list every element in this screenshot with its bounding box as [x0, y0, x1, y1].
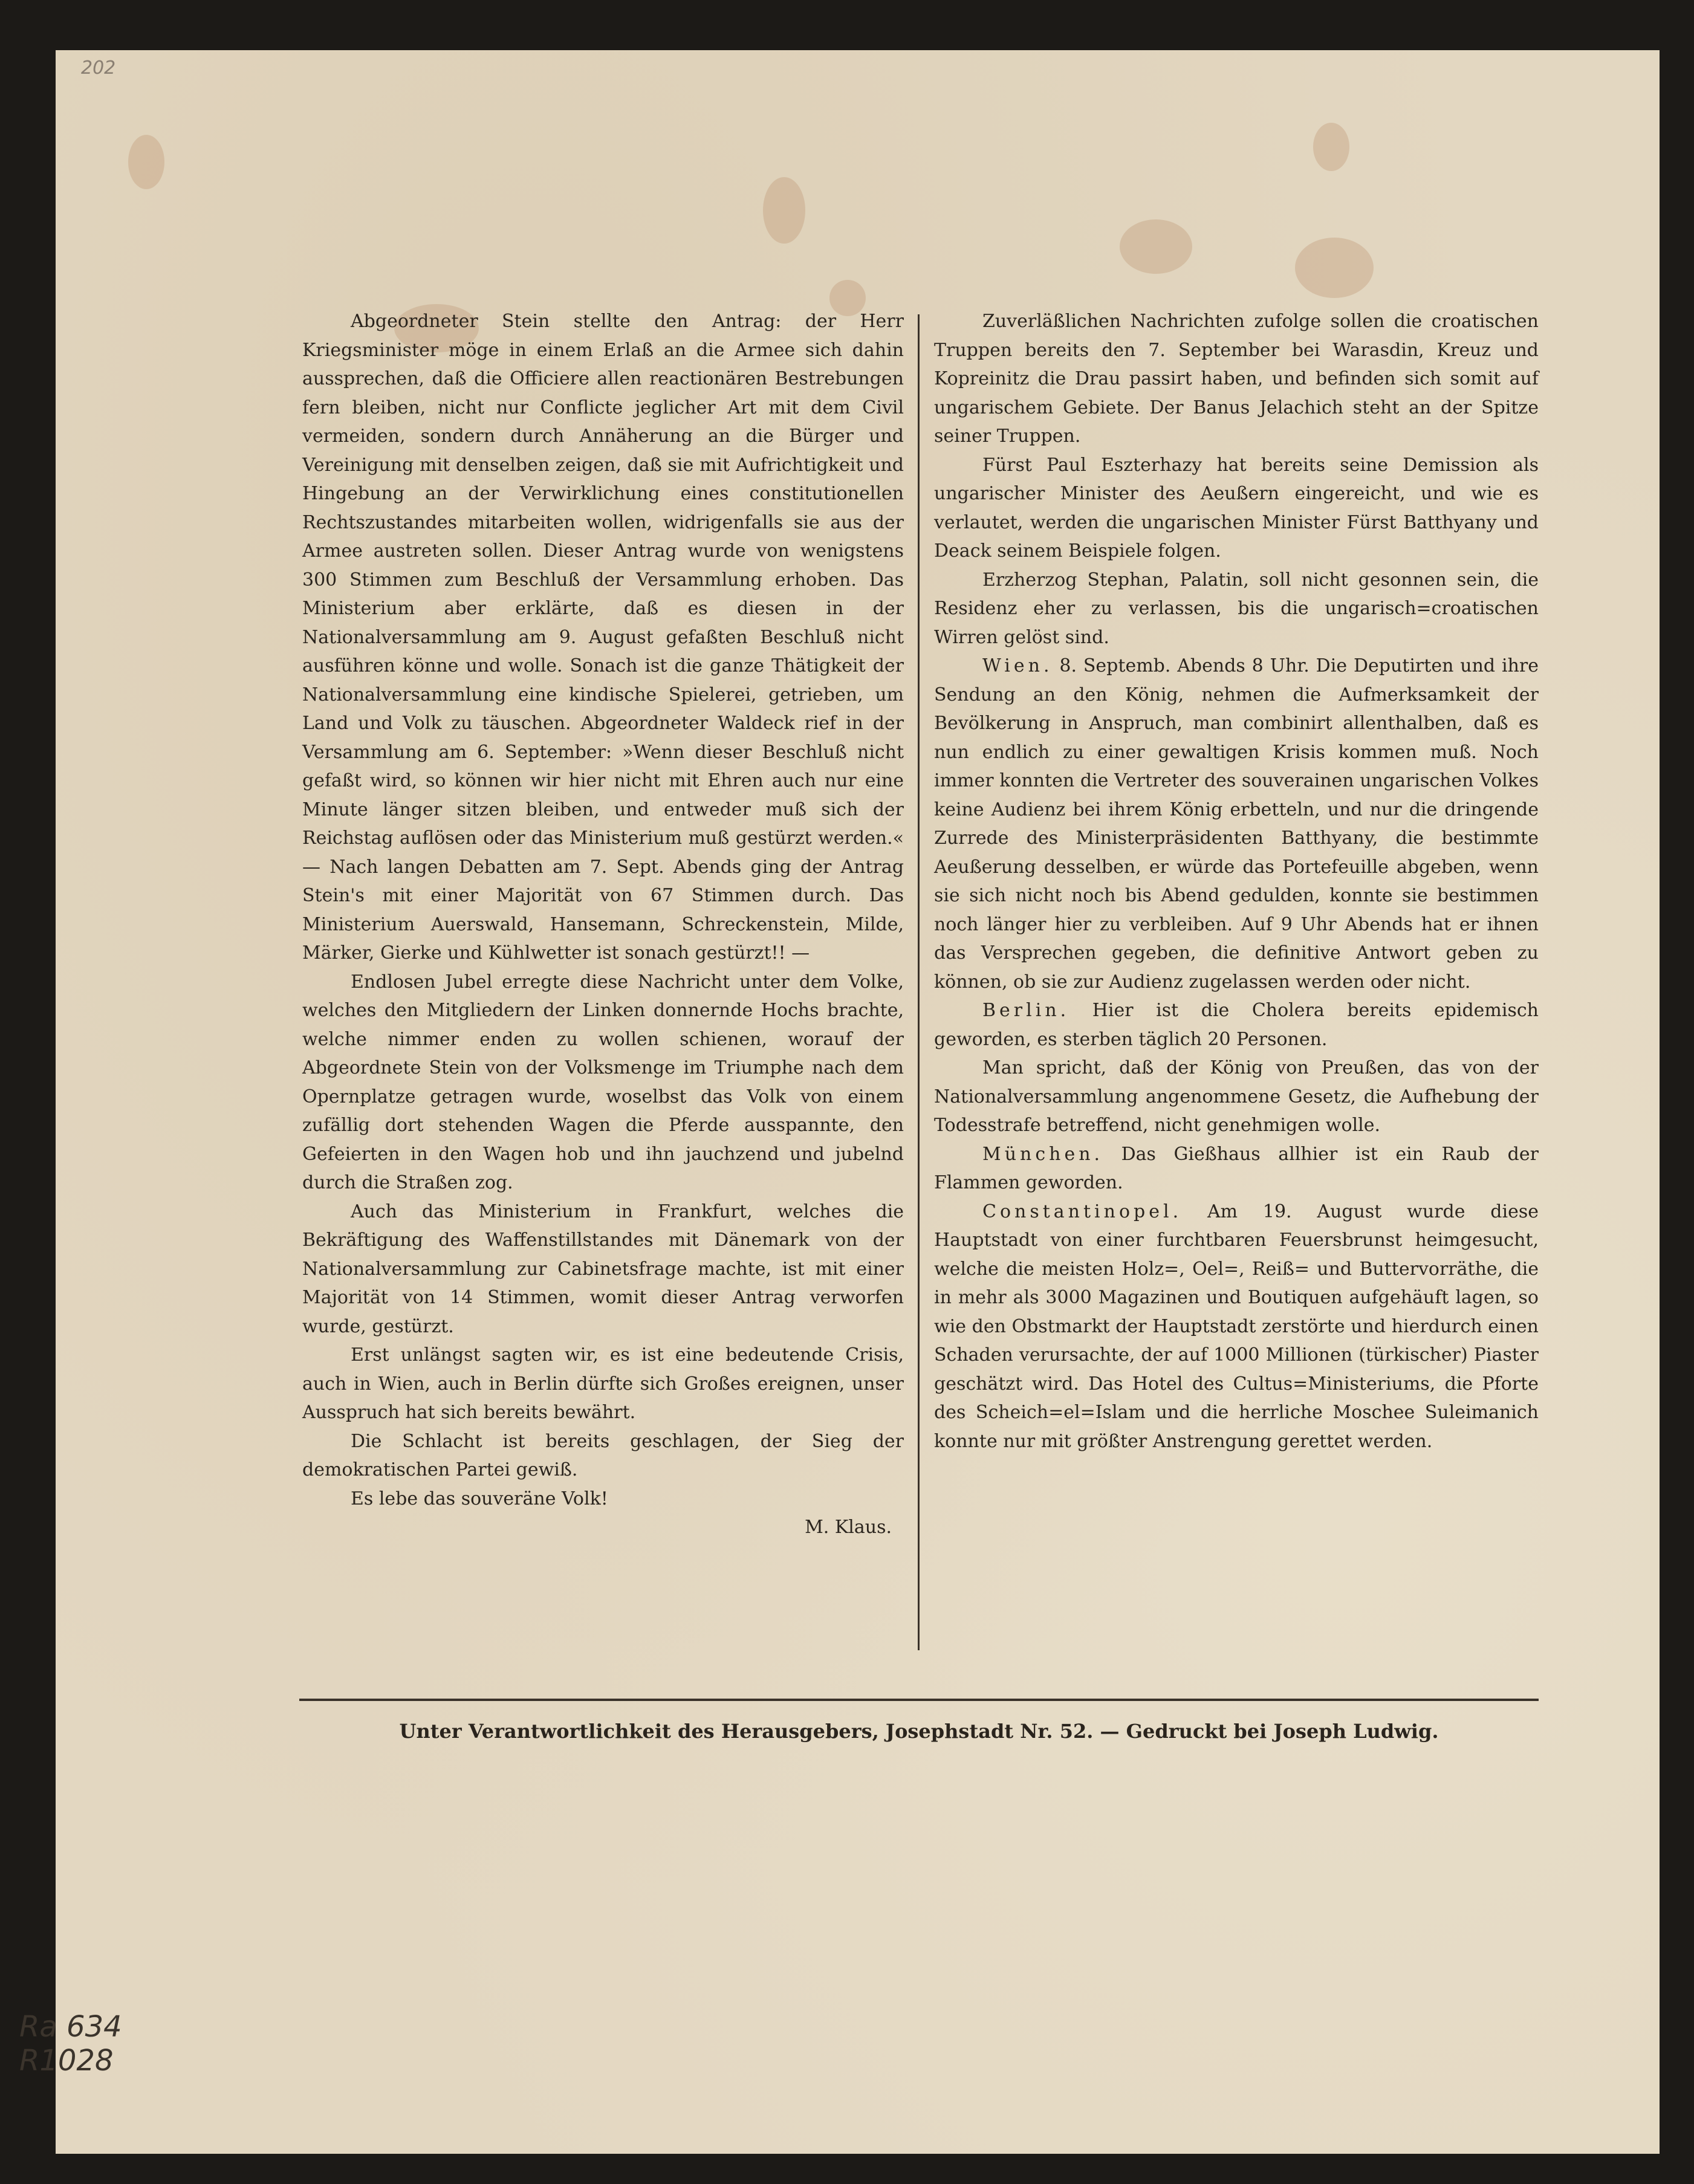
dateline-place: Wien.	[982, 655, 1053, 676]
news-text: Hier ist die Cholera bereits epidemisch geworden, es sterben täglich 20 Personen.	[934, 1000, 1539, 1050]
article-paragraph: Fürst Paul Eszterhazy hat bereits seine Demission als ungarischer Minister des Aeußern eingereicht, und wie es verlautet, werden die ungarischen Minister Fürst Batthyany und Deack seinem Beispiele folgen.	[934, 454, 1539, 562]
article-paragraph: Es lebe das souveräne Volk!	[351, 1488, 608, 1509]
article-paragraph: Erst unlängst sagten wir, es ist eine bedeutende Crisis, auch in Wien, auch in Berlin dürfte sich Großes ereignen, unser Ausspruch hat sich bereits bewährt.	[302, 1344, 904, 1423]
news-berlin	[934, 996, 1539, 1054]
news-text: 8. Septemb. Abends 8 Uhr. Die Deputirten und ihre Sendung an den König, nehmen die Aufmerksamkeit der Bevölkerung in Anspruch, man combinirt allenthalben, daß es nun endlich zu einer gewaltigen Krisis kommen muß. Noch immer konnten die Vertreter des souverainen ungarischen Volkes keine Audienz bei ihrem König erbetteln, und nur die dringende Zurrede des Ministerpräsidenten Batthyany, die bestimmte Aeußerung desselben, er würde das Portefeuille abgeben, wenn sie sich nicht noch bis Abend gedulden, konnte sie bestimmen noch länger hier zu verbleiben. Auf 9 Uhr Abends hat er ihnen das Versprechen gegeben, die definitive Antwort geben zu können, ob sie zur Audienz zugelassen werden oder nicht.	[934, 655, 1539, 993]
news-text: Am 19. August wurde diese Hauptstadt von einer furchtbaren Feuersbrunst heimgesucht, welche die meisten Holz=, Oel=, Reiß= und Buttervorräthe, die in mehr als 3000 Magazinen und Boutiquen aufgehäuft lagen, so wie den Obstmarkt der Hauptstadt zerstörte und hierdurch einen Schaden verursachte, der auf 1000 Millionen (türkischer) Piaster geschätzt wird. Das Hotel des Cultus=Ministeriums, die Pforte des Scheich=el=Islam und die herrliche Moschee Suleimanich konnte nur mit größter Anstrengung gerettet werden.	[934, 1201, 1539, 1452]
signature: M. Klaus.	[805, 1517, 892, 1538]
news-berlin-more: Man spricht, daß der König von Preußen, das von der Nationalversammlung angenommene Gesetz, die Aufhebung der Todesstrafe betreffend, nicht genehmigen wolle.	[934, 1057, 1539, 1136]
left-column	[302, 307, 904, 1542]
right-column	[934, 307, 1539, 1456]
shelfmark-line: R1028	[19, 2044, 114, 2078]
news-constantinopel	[934, 1197, 1539, 1456]
column-divider	[918, 314, 920, 1650]
news-text: Das Gießhaus allhier ist ein Raub der Flammen geworden.	[934, 1143, 1539, 1193]
dateline-place: Berlin.	[982, 1000, 1070, 1021]
shelfmark-line: Ra 634	[19, 2010, 122, 2044]
article-paragraph: Die Schlacht ist bereits geschlagen, der Sieg der demokratischen Partei gewiß.	[302, 1430, 904, 1480]
article-paragraph: Endlosen Jubel erregte diese Nachricht unter dem Volke, welches den Mitgliedern der Linken donnernde Hochs brachte, welche nimmer enden zu wollen schienen, worauf der Abgeordnete Stein von der Volksmenge im Triumphe nach dem Opernplatze getragen wurde, woselbst das Volk von einem zufällig dort stehenden Wagen die Pferde ausspannte, den Gefeierten in den Wagen hob und ihn jauchzend und jubelnd durch die Straßen zog.	[302, 971, 904, 1193]
article-paragraph: Auch das Ministerium in Frankfurt, welches die Bekräftigung des Waffenstillstandes mit Dänemark von der Nationalversammlung zur Cabinetsfrage machte, ist mit einer Majorität von 14 Stimmen, womit dieser Antrag verworfen wurde, gestürzt.	[302, 1201, 904, 1337]
shelfmark-annotation	[19, 2010, 122, 2078]
dateline-place: München.	[982, 1143, 1104, 1165]
dateline-place: Constantinopel.	[982, 1201, 1183, 1222]
news-muenchen	[934, 1140, 1539, 1197]
article-paragraph: Erzherzog Stephan, Palatin, soll nicht gesonnen sein, die Residenz eher zu verlassen, bis die ungarisch=croatischen Wirren gelöst sind.	[934, 569, 1539, 648]
article-paragraph: Abgeordneter Stein stellte den Antrag: der Herr Kriegsminister möge in einem Erlaß an die Armee sich dahin aussprechen, daß die Officiere allen reactionären Bestrebungen fern bleiben, nicht nur Conflicte jeglicher Art mit dem Civil vermeiden, sondern durch Annäherung an die Bürger und Vereinigung mit denselben zeigen, daß sie mit Aufrichtigkeit und Hingebung an der Verwirklichung eines constitutionellen Rechtszustandes mitarbeiten wollen, widrigenfalls sie aus der Armee austreten sollen. Dieser Antrag wurde von wenigstens 300 Stimmen zum Beschluß der Versammlung erhoben. Das Ministerium aber erklärte, daß es diesen in der Nationalversammlung am 9. August gefaßten Beschluß nicht ausführen könne und wolle. Sonach ist die ganze Thätigkeit der Nationalversammlung eine kindische Spielerei, getrieben, um Land und Volk zu täuschen. Abgeordneter Waldeck rief in der Versammlung am 6. September: »Wenn dieser Beschluß nicht gefaßt wird, so können wir hier nicht mit Ehren auch nur eine Minute länger sitzen bleiben, und entweder muß sich der Reichstag auflösen oder das Ministerium muß gestürzt werden.« — Nach langen Debatten am 7. Sept. Abends ging der Antrag Stein's mit einer Majorität von 67 Stimmen durch. Das Ministerium Auerswald, Hansemann, Schreckenstein, Milde, Märker, Gierke und Kühlwetter ist sonach gestürzt!! —	[302, 311, 904, 964]
article-paragraph: Zuverläßlichen Nachrichten zufolge sollen die croatischen Truppen bereits den 7. September bei Warasdin, Kreuz und Kopreinitz die Drau passirt haben, und befinden sich somit auf ungarischem Gebiete. Der Banus Jelachich steht an der Spitze seiner Truppen.	[934, 311, 1539, 447]
footer-rule	[299, 1699, 1539, 1701]
imprint-line: Unter Verantwortlichkeit des Herausgebers, Josephstadt Nr. 52. — Gedruckt bei Joseph Ludwig.	[399, 1720, 1439, 1743]
news-wien	[934, 652, 1539, 996]
folio-number: 202	[81, 57, 116, 79]
